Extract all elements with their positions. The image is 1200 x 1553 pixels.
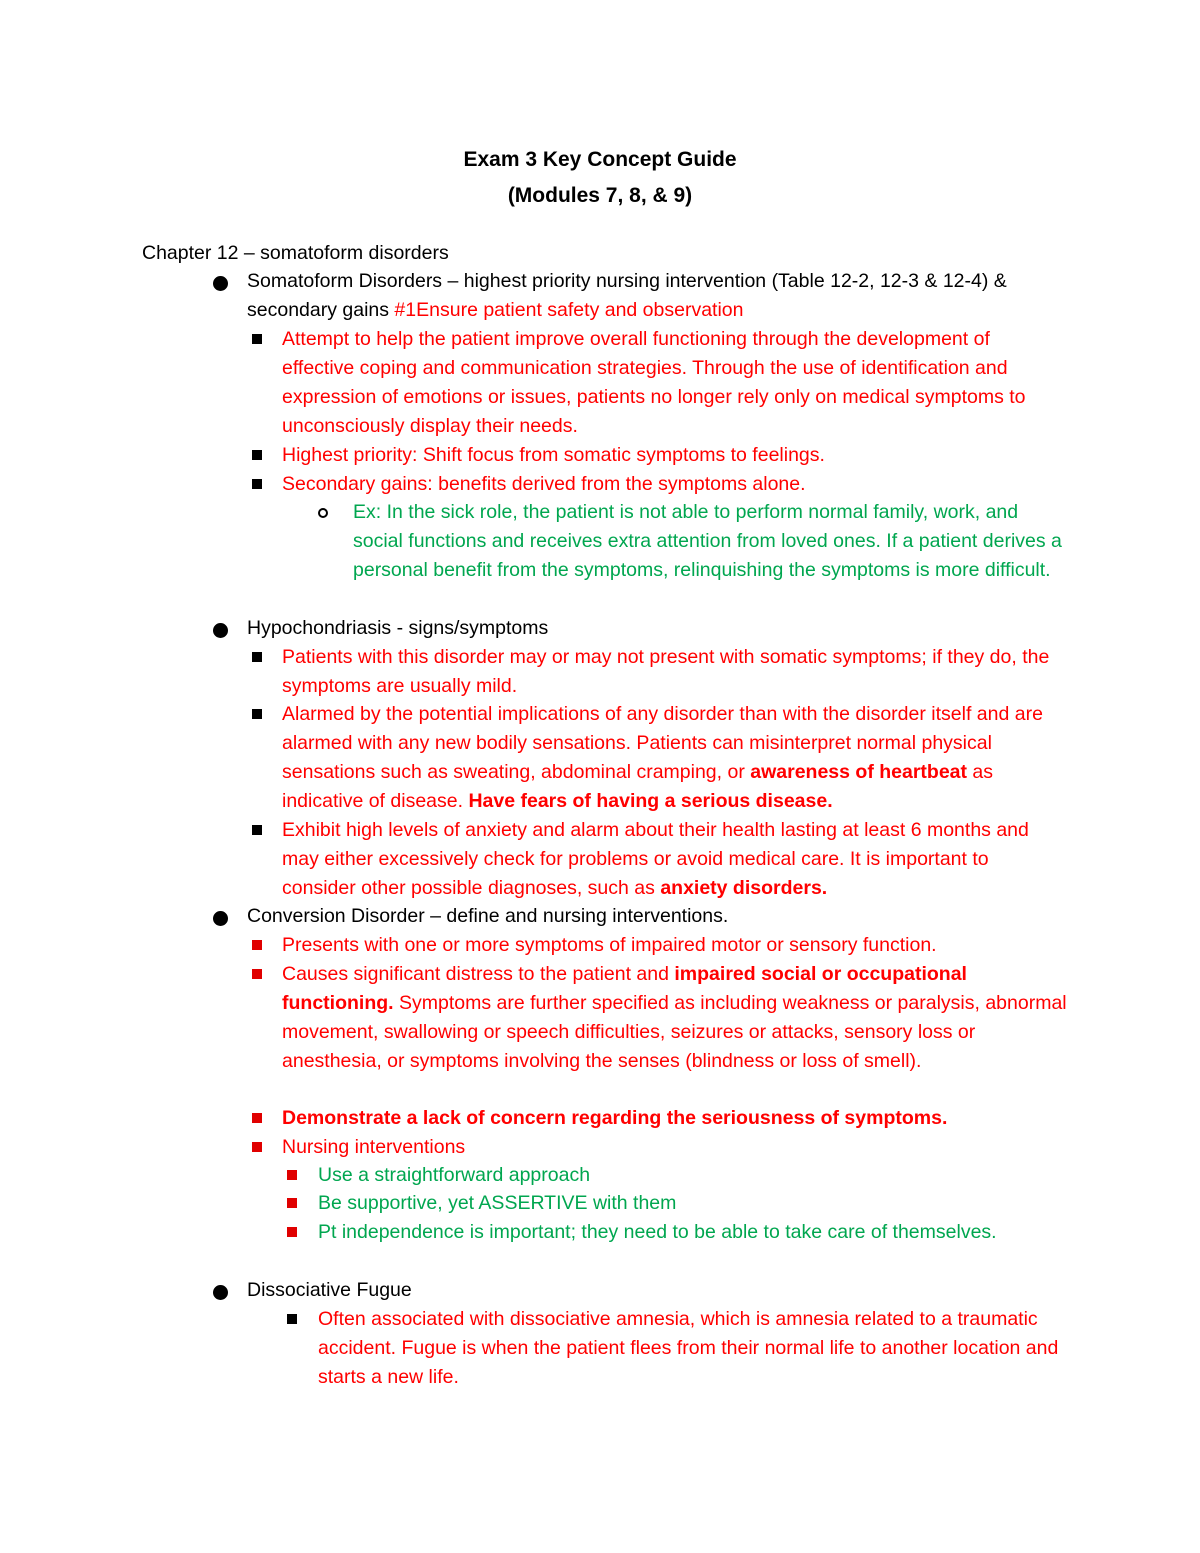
text-span: Exhibit high levels of anxiety and alarm about their health lasting at least 6 months and may either excessively check for problems or avoid medical care. It is important to consider other possible diagnoses, such as	[282, 819, 1029, 899]
bullet-square-icon	[252, 334, 262, 344]
text-span: Symptoms are further specified as including weakness or paralysis, abnormal movement, swallowing or speech difficulties, seizures or attacks, sensory loss or anesthesia, or symptoms involving the senses (blindness or loss of smell).	[282, 992, 1067, 1072]
section-heading-text: Somatoform Disorders – highest priority nursing intervention (Table 12-2, 12-3 & 12-4) & secondary gains	[247, 270, 1007, 321]
text-span: as indicative of disease.	[282, 761, 994, 812]
bullet-square-icon	[252, 940, 262, 950]
bullet-square-icon	[287, 1314, 297, 1324]
section-hypochondriasis-heading: Hypochondriasis - signs/symptoms	[247, 617, 549, 639]
bullet-square-icon	[252, 1142, 262, 1152]
list-item: Presents with one or more symptoms of impaired motor or sensory function.	[282, 934, 937, 956]
list-item: Secondary gains: benefits derived from the symptoms alone.	[282, 473, 806, 495]
bold-text-span: impaired social or occupational functioning.	[282, 963, 967, 1014]
text-span: Causes significant distress to the patient and	[282, 963, 675, 985]
bullet-square-icon	[252, 1113, 262, 1123]
bold-text-span: awareness of heartbeat	[750, 761, 968, 783]
section-conversion-heading: Conversion Disorder – define and nursing interventions.	[247, 905, 729, 927]
bullet-square-icon	[252, 450, 262, 460]
text-span: Alarmed by the potential implications of any disorder than with the disorder itself and are alarmed with any new bodily sensations. Patients can misinterpret normal physical sensations such as sweating, abdominal cramping, or	[282, 703, 1043, 783]
list-item: Attempt to help the patient improve overall functioning through the development of effective coping and communication strategies. Through the use of identification and expression of emotions or issues, patients no longer rely only on medical symptoms to unconsciously display their needs.	[282, 328, 1026, 437]
bullet-circle-icon	[318, 508, 328, 518]
list-item: Nursing interventions	[282, 1136, 466, 1158]
bullet-square-icon	[252, 969, 262, 979]
bullet-dot-icon	[213, 1285, 228, 1300]
list-item: Highest priority: Shift focus from somatic symptoms to feelings.	[282, 444, 825, 466]
bullet-square-icon	[287, 1198, 297, 1208]
bullet-dot-icon	[213, 911, 228, 926]
bullet-square-icon	[252, 709, 262, 719]
list-item: Patients with this disorder may or may not present with somatic symptoms; if they do, the symptoms are usually mild.	[282, 646, 1050, 697]
bullet-dot-icon	[213, 623, 228, 638]
bullet-square-icon	[252, 652, 262, 662]
page-title: Exam 3 Key Concept Guide	[463, 148, 737, 171]
list-item: Demonstrate a lack of concern regarding the seriousness of symptoms.	[282, 1107, 948, 1129]
bullet-square-icon	[252, 479, 262, 489]
list-item	[282, 816, 1067, 903]
bullet-dot-icon	[213, 276, 228, 291]
bullet-square-icon	[252, 825, 262, 835]
chapter-heading: Chapter 12 – somatoform disorders	[142, 242, 449, 264]
page-subtitle: (Modules 7, 8, & 9)	[507, 184, 693, 207]
list-item	[282, 700, 1067, 816]
list-item: Ex: In the sick role, the patient is not able to perform normal family, work, and social functions and receives extra attention from loved ones. If a patient derives a personal benefit from the symptoms, relinquishing the symptoms is more difficult.	[353, 501, 1062, 581]
list-item: Use a straightforward approach	[318, 1164, 591, 1186]
list-item: Pt independence is important; they need to be able to take care of themselves.	[318, 1221, 997, 1243]
list-item: Often associated with dissociative amnesia, which is amnesia related to a traumatic accident. Fugue is when the patient flees from their normal life to another location and starts a new life.	[318, 1308, 1059, 1388]
bullet-square-icon	[287, 1170, 297, 1180]
bold-text-span: anxiety disorders.	[660, 877, 828, 899]
list-item	[282, 960, 1067, 1076]
bold-text-span: Have fears of having a serious disease.	[468, 790, 833, 812]
section-fugue-heading: Dissociative Fugue	[247, 1279, 412, 1301]
section-heading-red-text: #1Ensure patient safety and observation	[389, 299, 744, 321]
list-item: Be supportive, yet ASSERTIVE with them	[318, 1192, 677, 1214]
bullet-square-icon	[287, 1227, 297, 1237]
section-somatoform-heading	[247, 267, 1067, 325]
